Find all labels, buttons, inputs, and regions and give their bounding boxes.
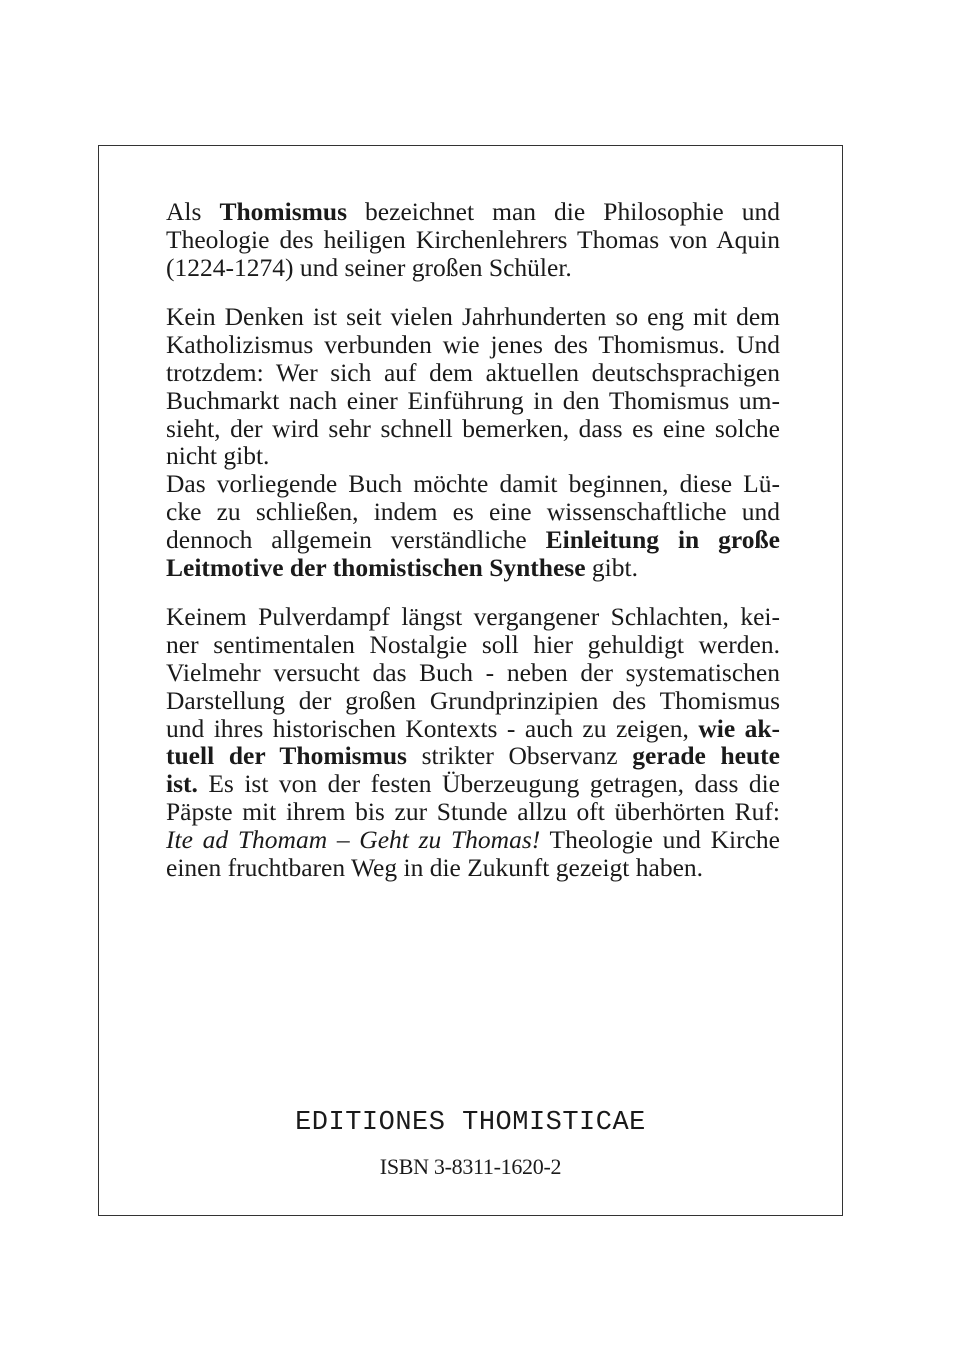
text-line [166, 226, 780, 254]
text-segment: Keinem Pulverdampf längst vergangener Schlachten, kei- [166, 602, 780, 632]
text-line [166, 498, 780, 526]
text-line [166, 526, 780, 554]
text-segment: trotzdem: Wer sich auf dem aktuellen deutschsprachigen [166, 357, 780, 387]
paragraph [166, 198, 780, 281]
publisher-name: EDITIONES THOMISTICAE [295, 1108, 646, 1138]
text-line [166, 387, 780, 415]
text-segment: ner sentimentalen Nostalgie soll hier gehuldigt werden. [166, 630, 780, 660]
text-segment: Es ist von der festen Überzeugung getragen, dass die [197, 769, 780, 799]
text-line [166, 415, 780, 443]
text-line [166, 554, 780, 582]
text-segment: strikter Observanz [406, 741, 633, 771]
text-line [166, 631, 780, 659]
text-segment: sieht, der wird sehr schnell bemerken, dass es eine solche [166, 413, 780, 443]
text-segment: Vielmehr versucht das Buch - neben der systematischen [166, 657, 780, 687]
text-line [166, 659, 780, 687]
bold-text: wie ak- [698, 713, 781, 743]
text-line [166, 303, 780, 331]
text-line [166, 854, 780, 882]
blurb-text [166, 198, 780, 903]
text-line [166, 715, 780, 743]
bold-text: Thomismus [219, 197, 348, 226]
bold-text: Einleitung in große [545, 524, 780, 554]
text-segment: und ihres historischen Kontexts - auch zu zeigen, [166, 713, 699, 743]
text-segment: nicht gibt. [166, 441, 270, 471]
text-line [166, 798, 780, 826]
text-segment: dennoch allgemein verständliche [166, 524, 546, 554]
text-line [166, 442, 780, 470]
text-segment: Päpste mit ihrem bis zur Stunde allzu oft überhörten Ruf: [166, 796, 780, 826]
text-line [166, 198, 780, 226]
text-segment: Theologie des heiligen Kirchenlehrers Thomas von Aquin [166, 224, 780, 254]
text-segment: (1224-1274) und seiner großen Schüler. [166, 252, 572, 282]
italic-text: Ite ad Thomam – Geht zu Thomas! [166, 824, 541, 854]
text-line [166, 742, 780, 770]
text-line [166, 603, 780, 631]
text-segment: cke zu schließen, indem es eine wissenschaftliche und [166, 496, 780, 526]
paragraph [166, 603, 780, 881]
text-line [166, 254, 780, 282]
bold-text: Leitmotive der thomistischen Synthese [166, 552, 586, 582]
text-line [166, 359, 780, 387]
text-line [166, 331, 780, 359]
text-segment: Katholizismus verbunden wie jenes des Thomismus. Und [166, 330, 780, 360]
text-segment: Theologie und Kirche [540, 824, 780, 854]
bold-text: gerade heute [632, 741, 780, 771]
text-line [166, 470, 780, 498]
paragraph [166, 303, 780, 470]
text-segment: gibt. [585, 552, 638, 582]
text-segment: Als [166, 197, 220, 226]
text-segment: einen fruchtbaren Weg in die Zukunft gezeigt haben. [166, 852, 704, 882]
text-segment: Darstellung der großen Grundprinzipien des Thomismus [166, 685, 780, 715]
text-line [166, 770, 780, 798]
isbn: ISBN 3-8311-1620-2 [379, 1154, 562, 1179]
text-segment: Kein Denken ist seit vielen Jahrhunderten so eng mit dem [166, 302, 780, 332]
text-line [166, 826, 780, 854]
text-segment: bezeichnet man die Philosophie und [347, 197, 780, 226]
bold-text: tuell der Thomismus [166, 741, 407, 771]
bold-text: ist. [166, 769, 198, 799]
text-segment: Das vorliegende Buch möchte damit beginnen, diese Lü- [166, 469, 780, 499]
text-line [166, 687, 780, 715]
paragraph [166, 470, 780, 581]
text-segment: Buchmarkt nach einer Einführung in den Thomismus um- [166, 385, 780, 415]
